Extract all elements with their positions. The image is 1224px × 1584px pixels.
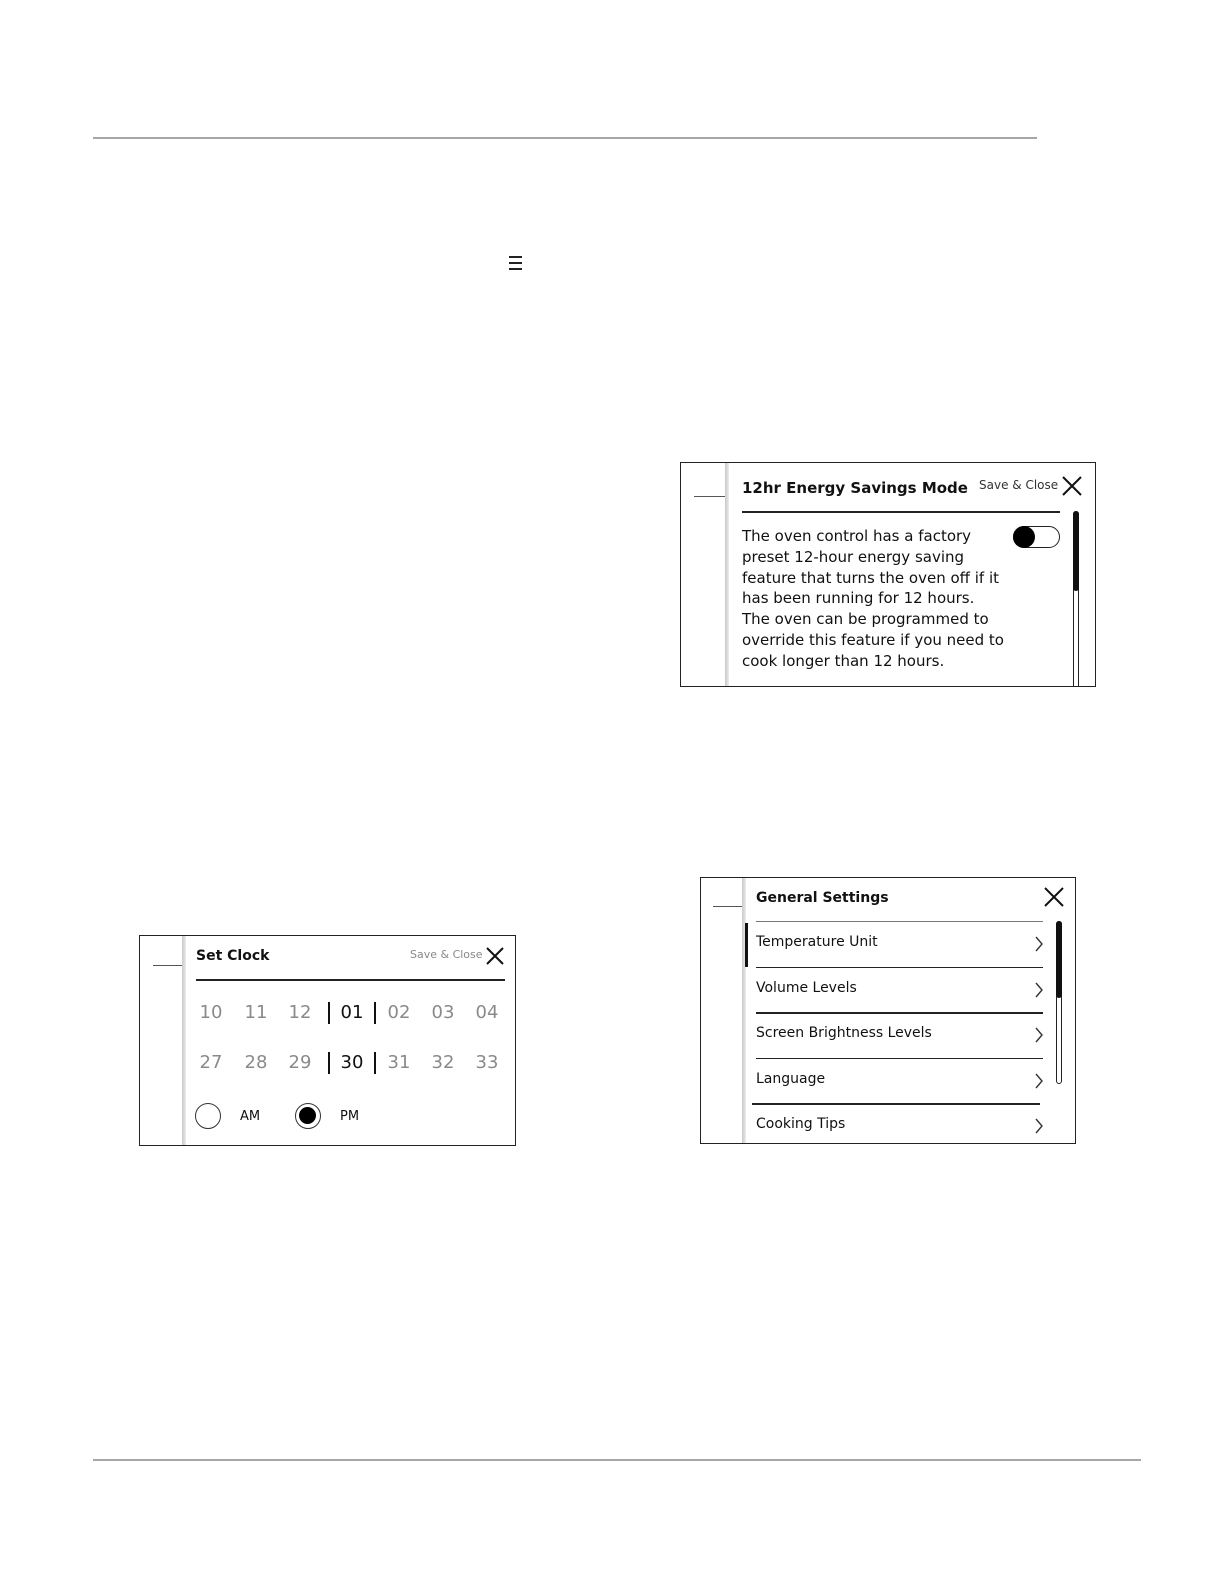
pm-label: PM	[340, 1109, 360, 1124]
energy-savings-panel	[680, 462, 1096, 687]
selection-bar-right	[374, 1002, 376, 1024]
hour-option[interactable]: 11	[244, 1002, 268, 1023]
settings-item-label[interactable]: Language	[756, 1070, 826, 1087]
panel-title: Set Clock	[196, 948, 270, 964]
title-separator	[196, 979, 505, 981]
settings-item-label[interactable]: Screen Brightness Levels	[756, 1025, 932, 1041]
hour-option[interactable]: 02	[387, 1002, 411, 1023]
minute-option[interactable]: 31	[387, 1052, 411, 1073]
panel-title: 12hr Energy Savings Mode	[742, 479, 968, 497]
chevron-right-icon[interactable]	[1034, 936, 1044, 952]
selection-bar-left	[328, 1002, 330, 1024]
toggle-knob	[1013, 526, 1035, 548]
set-clock-panel	[139, 935, 516, 1146]
minute-option[interactable]: 27	[199, 1052, 223, 1073]
minute-option[interactable]: 30	[340, 1052, 364, 1073]
minute-option[interactable]: 33	[475, 1052, 499, 1073]
general-settings-panel	[700, 877, 1076, 1144]
close-icon[interactable]	[1061, 475, 1083, 497]
minute-option[interactable]: 32	[431, 1052, 455, 1073]
hamburger-icon	[509, 256, 522, 274]
panel-spine	[182, 936, 186, 1145]
row-separator	[756, 1012, 1043, 1014]
row-separator	[756, 1058, 1043, 1060]
am-radio[interactable]	[195, 1103, 221, 1129]
top-rule	[93, 137, 1037, 139]
title-separator	[756, 921, 1043, 922]
hour-option[interactable]: 12	[288, 1002, 312, 1023]
panel-stub	[153, 965, 185, 966]
settings-item-label[interactable]: Cooking Tips	[756, 1116, 846, 1132]
panel-title: General Settings	[756, 890, 889, 906]
active-row-indicator	[745, 923, 748, 967]
bottom-rule	[93, 1459, 1141, 1461]
settings-item-label[interactable]: Volume Levels	[756, 979, 857, 996]
energy-toggle[interactable]	[1013, 526, 1060, 548]
hour-option[interactable]: 04	[475, 1002, 499, 1023]
scrollbar-thumb[interactable]	[1073, 511, 1079, 591]
scrollbar-thumb[interactable]	[1056, 921, 1062, 998]
close-icon[interactable]	[485, 946, 505, 966]
hour-option[interactable]: 03	[431, 1002, 455, 1023]
panel-spine	[742, 878, 746, 1143]
energy-description: The oven control has a factory preset 12-hour energy saving feature that turns the oven off if it has been running for 12 hours. The oven can be programmed to override this feature if you need to cook longer than 12 hours.	[742, 527, 1004, 670]
chevron-right-icon[interactable]	[1034, 1027, 1044, 1043]
selection-bar-right	[374, 1052, 376, 1074]
selection-bar-left	[328, 1052, 330, 1074]
settings-item-label[interactable]: Temperature Unit	[756, 934, 878, 950]
save-close-button[interactable]: Save & Close	[410, 948, 483, 961]
panel-spine	[725, 463, 729, 686]
chevron-right-icon[interactable]	[1034, 1118, 1044, 1134]
minute-option[interactable]: 28	[244, 1052, 268, 1073]
row-separator	[756, 967, 1043, 969]
chevron-right-icon[interactable]	[1034, 1073, 1044, 1089]
row-separator	[752, 1103, 1040, 1105]
hour-option[interactable]: 01	[340, 1002, 364, 1023]
panel-stub	[694, 496, 728, 497]
hour-option[interactable]: 10	[199, 1002, 223, 1023]
minute-option[interactable]: 29	[288, 1052, 312, 1073]
save-close-button[interactable]: Save & Close	[979, 478, 1059, 492]
title-separator	[742, 511, 1060, 513]
close-icon[interactable]	[1043, 886, 1065, 908]
am-label: AM	[240, 1109, 261, 1124]
panel-stub	[713, 906, 744, 907]
chevron-right-icon[interactable]	[1034, 982, 1044, 998]
pm-radio[interactable]	[295, 1103, 321, 1129]
